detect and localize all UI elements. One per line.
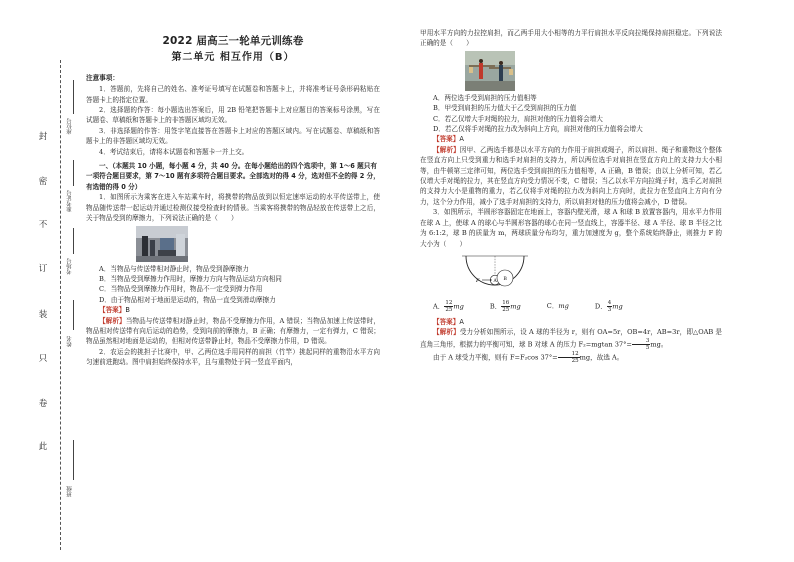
q3-option-a [433,300,464,313]
analysis-text: mg，故选 A。 [579,353,624,362]
q1-option: C．当物品受到摩擦力作用时，物品不一定受到弹力作用 [99,285,263,294]
q2-option: B．甲受到肩担的压力值大于乙受到肩担的压力值 [433,104,577,113]
page-subtitle: 第二单元 相互作用（B） [171,52,295,64]
hemisphere-container-diagram [460,252,530,296]
analysis-text: mg。 [650,340,668,349]
question-2-stem-cont: 甲用水平方向的力拉控肩担，而乙两手用大小相等的力平行肩担水平反向拉绳保持肩担稳定。下列说法正确的是（ ） [420,29,722,48]
analysis-text: 当物品与传送带相对静止时，物品不受摩擦力作用，A 错误；当物品加速上传送带时，物品相对传送带有向后运动的趋势，受到向前的摩擦力，B 正确；有摩擦力，一定有弹力，C 错误；物品虽然相对地面是运动的，但相对传送带静止时，物品不受摩擦力作用，D 错误。 [86,316,381,346]
carrying-race-image [465,51,515,91]
binding-char: 订 [38,264,48,274]
option-unit: mg [510,302,521,311]
q3-diagram [460,252,530,296]
q1-option: A．当物品与传送带相对静止时，物品受到静摩擦力 [99,264,249,273]
field-line [73,440,74,480]
exam-room-field: 考场号 [67,258,73,275]
denominator: 25 [445,306,453,313]
binding-char: 不 [38,220,48,230]
numerator: 12 [558,351,580,358]
question-1-stem: 1．如图所示为乘客在进入车站乘车时，将携带的物品放到以恒定速率运动的水平传送带上，使物品随传送带一起运动并通过检测仪接受检查时的情景。当乘客将携带的物品轻放在传送带上之后，关于物品受到的摩擦力，下列说法正确的是（ ） [86,193,380,223]
answer-label: 【答案】 [433,135,460,144]
denominator: 5 [645,344,650,351]
station-security-image [136,226,188,262]
right-column [420,28,722,364]
fraction [444,300,453,313]
note-item: 3．非选择题的作答：用签字笔直接答在答题卡上对应的答题区域内。写在试题卷、草稿纸和答题卡上的非答题区域均无效。 [86,126,380,146]
question-3-stem: 3．如图所示，半圆形容器固定在地面上，容器内壁光滑，球 A 和球 B 放置容器内，用水平力作用在球 A 上，使球 A 的球心与半圆形容器的球心在同一竖直线上，容器半径、球 A 半径、球 B 半径之比为 6:1:2，球 B 的质量为 m，两球质量分布均匀，重力加速度为 g，整个系统始终静止，则推力 F 的大小为（ ） [420,208,722,248]
q3-option-b [490,300,521,313]
q1-photo [136,226,188,262]
q2-option: D．若乙仅将手对绳的拉力改为斜向上方向，肩担对他的压力值将会增大 [433,125,643,134]
q1-option: D．由于物品相对于地面是运动的，物品一直受到滑动摩擦力 [99,295,276,304]
svg-text:B: B [503,276,507,282]
answer-value: A [459,135,464,144]
answer-value: B [125,306,130,315]
q2-photo [465,51,515,91]
option-unit: mg [558,302,569,311]
class-field: 班级 [67,486,73,497]
q3-answer [420,317,722,327]
q3-option-c [547,301,569,311]
q2-answer [420,134,722,144]
note-item: 1．答题前，先将自己的姓名、准考证号填写在试题卷和答题卡上，并将准考证号条形码粘贴在答题卡上的指定位置。 [86,85,380,104]
q2-option: A．两位选手受到肩担的压力值相等 [433,93,537,102]
binding-char: 此 [38,442,48,452]
q1-answer [86,305,380,315]
binding-char: 只 [38,354,48,364]
binding-char: 装 [38,310,48,320]
exam-id-field: 准考证号 [67,190,73,212]
option-label: C． [546,302,559,311]
answer-label: 【答案】 [99,306,126,315]
seat-number-field: 座位号 [67,118,73,135]
field-line [73,80,74,114]
fraction [632,338,651,351]
binding-char: 封 [38,132,48,142]
analysis-label: 【解析】 [433,328,460,337]
binding-char: 密 [38,177,48,187]
analysis-label: 【解析】 [99,316,126,325]
analysis-text: 受力分析如图所示，设 A 球的半径为 r，则有 OA=5r，OB=4r，AB=3r，即△OAB 是直角三角形，根据力的平衡可知，球 B 对球 A 的压力 F₂=mgtan 37°= [420,328,723,349]
analysis-text: 因甲、乙两选手都是以水平方向的力作用于肩担或绳子，所以肩担、绳子和重物这个整体在竖直方向上只受到重力和选手对肩担的支持力，所以两位选手对肩担在竖直方向上的支持力大小相等，由牛顿第三定律可知，两位选手受到肩担的压力值相等，A 正确，B 错误；由以上分析可知，若乙仅增大手对绳的拉力，其在竖直方向受力情况不变，C 错误；当乙以水平方向拉绳子时，选手乙对肩担的支持力大小是重物的重力，若乙仅将手对绳的拉力改为斜向上方向时，此拉力在竖直向上方向有分力，这个分力作用，减小了选手对肩担的支持力，所以肩担对他的压力值将会减小，D 错误。 [420,145,723,206]
answer-label: 【答案】 [433,317,460,326]
name-field: 姓名 [67,336,73,347]
denominator: 25 [502,306,510,313]
svg-text:A: A [493,278,497,284]
section-heading: 一、（本题共 10 小题，每小题 4 分，共 40 分。在每小题给出的四个选项中，第 1～6 题只有一项符合题目要求，第 7～10 题有多项符合题目要求。全部选对的得 4 分，选对但不全的得 2 分，有选错的得 0 分） [86,162,380,191]
svg-text:F: F [476,277,480,284]
note-item: 2．选择题的作答：每小题选出答案后，用 2B 铅笔把答题卡上对应题目的答案标号涂黑，写在试题卷、草稿纸和答题卡上的非答题区域均无效。 [86,106,380,125]
option-label: A． [433,302,445,311]
field-line [73,300,74,330]
denominator: 25 [571,357,579,364]
denominator: 3 [607,306,612,313]
option-unit: mg [453,302,464,311]
numerator: 3 [632,338,651,345]
q3-analysis [420,327,722,350]
q3-options [420,300,722,313]
notes-heading: 注意事项： [86,73,119,82]
fraction [558,351,580,364]
analysis-text: 由于 A 球受力平衡，则有 F=F₂cos 37°= [433,353,558,362]
question-2-stem: 2．农运会的挑担子比赛中，甲、乙两位选手用同样的肩担（竹竿）挑起同样的重物沿水平方向匀速前进跑动。图中肩担始终保持水平，且与重物处于同一竖直平面内， [86,347,380,367]
q1-analysis [86,316,380,347]
option-label: D． [594,302,607,311]
seal-line [60,60,61,550]
q1-option: B．当物品受到摩擦力作用时，摩擦力方向与物品运动方向相同 [99,274,282,283]
binding-margin [0,0,100,562]
option-unit: mg [612,302,623,311]
q2-analysis [420,145,722,207]
fraction [501,300,510,313]
numerator: 16 [502,299,510,306]
numerator: 4 [607,299,612,306]
analysis-label: 【解析】 [433,145,460,154]
binding-char: 卷 [38,399,48,409]
q3-analysis-cont [420,351,722,364]
left-column [86,28,380,368]
answer-value: A [459,317,464,326]
numerator: 12 [445,299,453,306]
q3-option-d [595,300,623,313]
field-line [73,160,74,186]
field-line [73,228,74,254]
note-item: 4．考试结束后，请将本试题卷和答题卡一并上交。 [99,147,249,156]
q2-option: C．若乙仅增大手对绳的拉力，肩担对他的压力值将会增大 [433,114,603,123]
page-title: 2022 届高三一轮单元训练卷 [162,35,304,47]
option-label: B． [489,302,502,311]
